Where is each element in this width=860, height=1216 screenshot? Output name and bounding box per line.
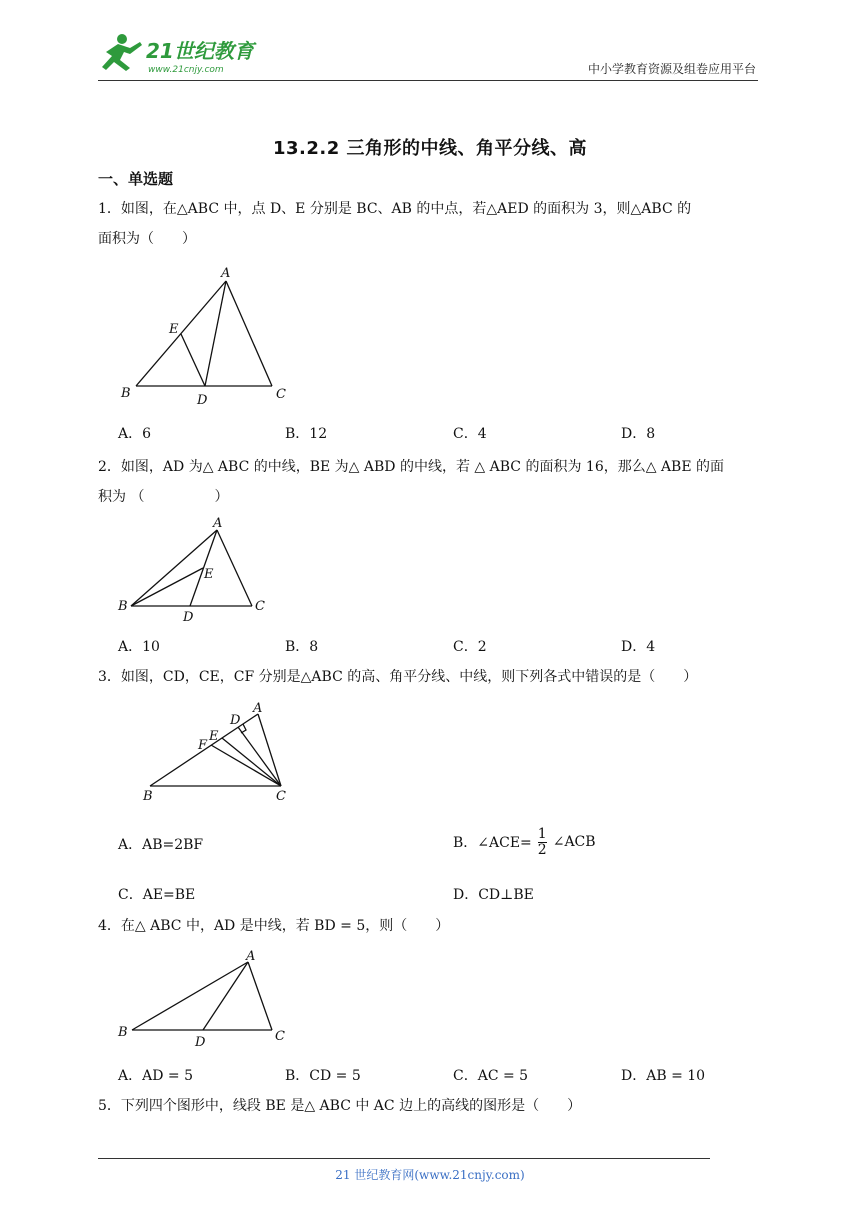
q1-option-b[interactable]: B．12 <box>285 426 328 442</box>
q4-label-a: A <box>246 949 256 964</box>
q1-label-d: D <box>197 393 208 408</box>
q3-label-a: A <box>253 701 263 716</box>
q1-label-a: A <box>221 266 231 281</box>
q1-label-c: C <box>276 387 286 402</box>
q3-option-b-prefix: B．∠ACE= <box>453 835 532 851</box>
q3-option-b[interactable] <box>453 822 596 862</box>
footer-divider <box>98 1158 710 1159</box>
q3-label-e: E <box>209 729 219 744</box>
q3-label-c: C <box>276 789 286 804</box>
footer-text[interactable]: 21 世纪教育网(www.21cnjy.com) <box>335 1168 525 1182</box>
header-divider <box>98 80 758 81</box>
q1-label-b: B <box>121 386 131 401</box>
q3-label-b: B <box>143 789 153 804</box>
q2-label-d: D <box>183 610 194 625</box>
logo-text: 21世纪教育 <box>146 39 254 63</box>
q2-label-c: C <box>255 599 265 614</box>
page-title: 13.2.2 三角形的中线、角平分线、高 <box>272 138 588 159</box>
q2-label-b: B <box>118 599 128 614</box>
q4-option-d[interactable]: D．AB = 10 <box>621 1068 706 1084</box>
logo-url: www.21cnjy.com <box>148 65 224 75</box>
question-1-text-line2: 面积为（ ） <box>98 231 196 247</box>
q4-option-a[interactable]: A．AD = 5 <box>118 1068 193 1084</box>
q3-label-d: D <box>230 713 241 728</box>
question-2-text-line2: 积为 （ ） <box>98 489 229 505</box>
q3-option-b-fraction <box>538 827 547 858</box>
question-4-text-line1: 4．在△ ABC 中，AD 是中线，若 BD = 5，则（ ） <box>98 918 450 934</box>
question-3-text-line1: 3．如图，CD，CE，CF 分别是△ABC 的高、角平分线、中线，则下列各式中错误的是（ ） <box>98 669 698 685</box>
q2-option-b[interactable]: B．8 <box>285 639 319 655</box>
q2-label-a: A <box>213 516 223 531</box>
q2-label-e: E <box>204 567 214 582</box>
q2-option-d[interactable]: D．4 <box>621 639 656 655</box>
q1-option-c[interactable]: C．4 <box>453 426 487 442</box>
q1-option-a[interactable]: A．6 <box>118 426 152 442</box>
fraction-numerator: 1 <box>537 825 547 842</box>
q4-option-b[interactable]: B．CD = 5 <box>285 1068 361 1084</box>
q1-option-d[interactable]: D．8 <box>621 426 656 442</box>
q4-label-b: B <box>118 1025 128 1040</box>
fraction-denominator: 2 <box>537 841 547 858</box>
q2-option-a[interactable]: A．10 <box>118 639 160 655</box>
q4-option-c[interactable]: C．AC = 5 <box>453 1068 529 1084</box>
section-heading: 一、单选题 <box>98 170 174 188</box>
question-5-text-line1: 5．下列四个图形中，线段 BE 是△ ABC 中 AC 边上的高线的图形是（ ） <box>98 1098 582 1114</box>
q3-option-b-suffix: ∠ACB <box>552 834 596 850</box>
site-logo <box>96 30 266 78</box>
question-2-text-line1: 2．如图，AD 为△ ABC 的中线，BE 为△ ABD 的中线，若 △ ABC 的面积为 16，那么△ ABE 的面 <box>98 459 725 475</box>
q3-option-d[interactable]: D．CD⊥BE <box>453 887 534 903</box>
question-1-text-line1: 1．如图，在△ABC 中，点 D、E 分别是 BC、AB 的中点，若△AED 的面积为 3，则△ABC 的 <box>98 201 692 217</box>
q2-option-c[interactable]: C．2 <box>453 639 487 655</box>
q4-label-c: C <box>275 1029 285 1044</box>
q4-label-d: D <box>195 1035 206 1050</box>
q3-option-c[interactable]: C．AE=BE <box>118 887 196 903</box>
q3-option-a[interactable]: A．AB=2BF <box>118 837 204 853</box>
header-platform-text: 中小学教育资源及组卷应用平台 <box>587 62 756 76</box>
q3-label-f: F <box>198 738 208 753</box>
q1-label-e: E <box>169 322 179 337</box>
